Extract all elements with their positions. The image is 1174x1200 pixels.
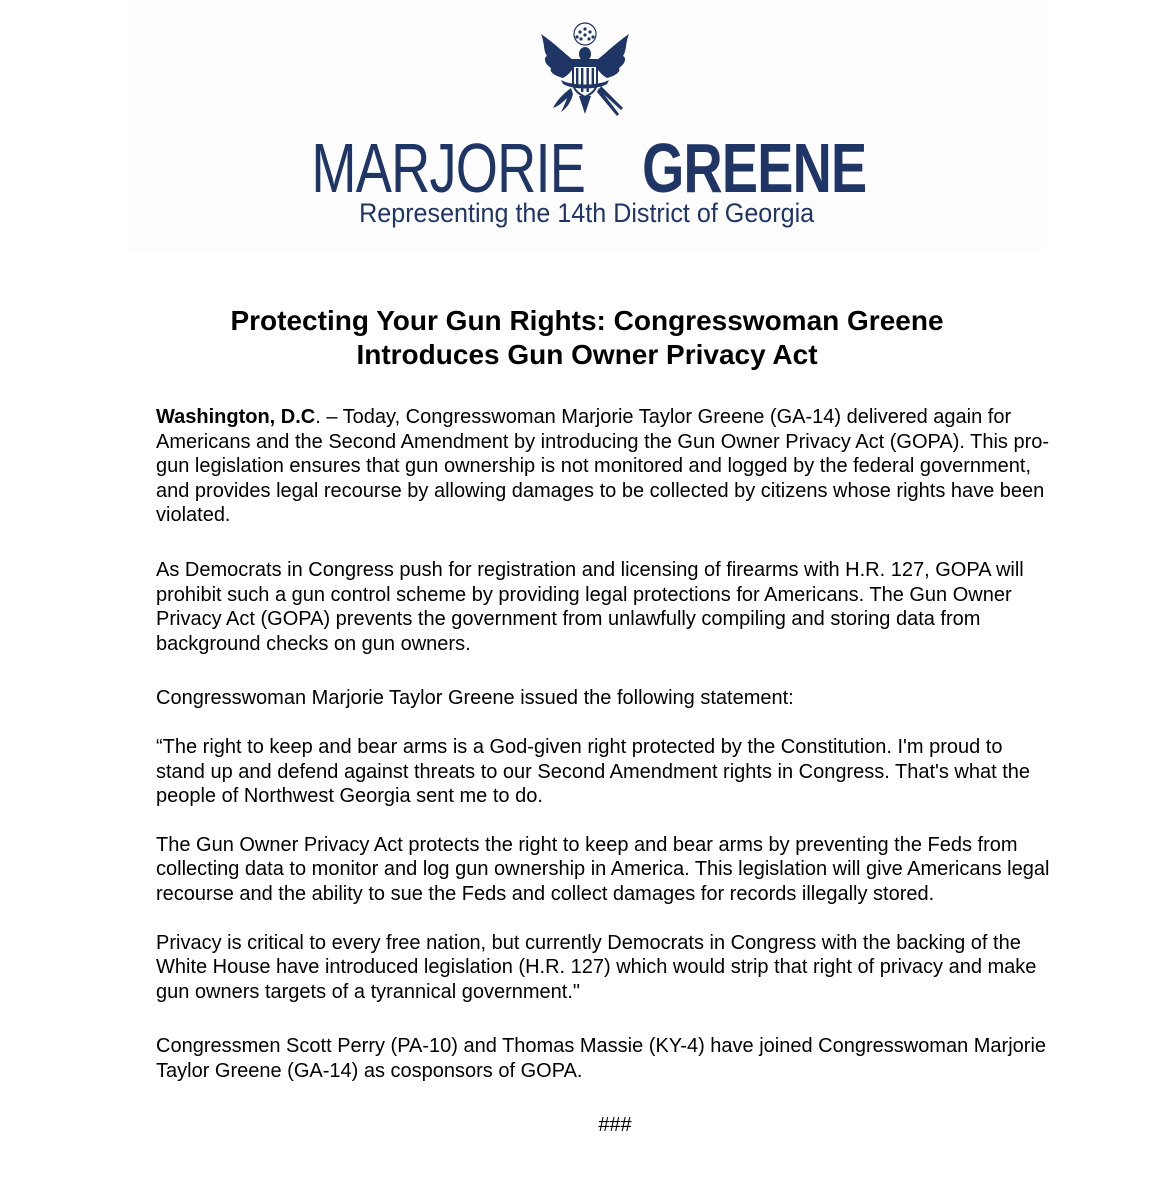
name-first: MARJORIE — [311, 129, 586, 207]
quote-paragraph-2: The Gun Owner Privacy Act protects the right to keep and bear arms by preventing the Feds from collecting data to monitor and log gun ownership in America. This legislation will give Americans legal recourse and the ability to sue the Feds and collect damages for records illegally stored. — [156, 833, 1050, 905]
intro-text: . – Today, Congresswoman Marjorie Taylor Greene (GA-14) delivered again for Americans and the Second Amendment by introducing the Gun Owner Privacy Act (GOPA). This pro-gun legislation ensures that gun ownership is not monitored and logged by the federal government, and provides legal recourse by allowing damages to be collected by citizens whose rights have been violated. — [156, 406, 1050, 527]
headline-line-2: Introduces Gun Owner Privacy Act — [356, 339, 818, 370]
paragraph-statement-intro: Congresswoman Marjorie Taylor Greene issued the following statement: — [156, 687, 794, 710]
paragraph-intro — [156, 405, 1056, 528]
quote-paragraph-3: Privacy is critical to every free nation, but currently Democrats in Congress with the backing of the White House have introduced legislation (H.R. 127) which would strip that right of privacy and make gun owners targets of a tyrannical government." — [156, 931, 1037, 1003]
name-last: GREENE — [642, 129, 867, 207]
page-title — [100, 304, 1074, 372]
headline-line-1: Protecting Your Gun Rights: Congresswoman Greene — [230, 305, 944, 336]
quote-paragraph-1: “The right to keep and bear arms is a God-given right protected by the Constitution. I'm proud to stand up and defend against threats to our Second Amendment rights in Congress. That's what the people of Northwest Georgia sent me to do. — [156, 735, 1030, 808]
end-mark: ### — [598, 1114, 632, 1137]
paragraph-cosponsors: Congressmen Scott Perry (PA-10) and Thomas Massie (KY-4) have joined Congresswoman Marjorie Taylor Greene (GA-14) as cosponsors of GOPA. — [156, 1035, 1047, 1082]
release-body — [156, 405, 1056, 1138]
letterhead-name — [0, 130, 1174, 206]
district-tagline: Representing the 14th District of Georgia — [359, 198, 815, 228]
paragraph-context: As Democrats in Congress push for registration and licensing of firearms with H.R. 127, GOPA will prohibit such a gun control scheme by providing legal protections for Americans. The Gun Owner Privacy Act (GOPA) prevents the government from unlawfully compiling and storing data from background checks on gun owners. — [156, 558, 1024, 655]
dateline: Washington, D.C — [156, 406, 316, 428]
great-seal-eagle-icon — [533, 22, 637, 122]
